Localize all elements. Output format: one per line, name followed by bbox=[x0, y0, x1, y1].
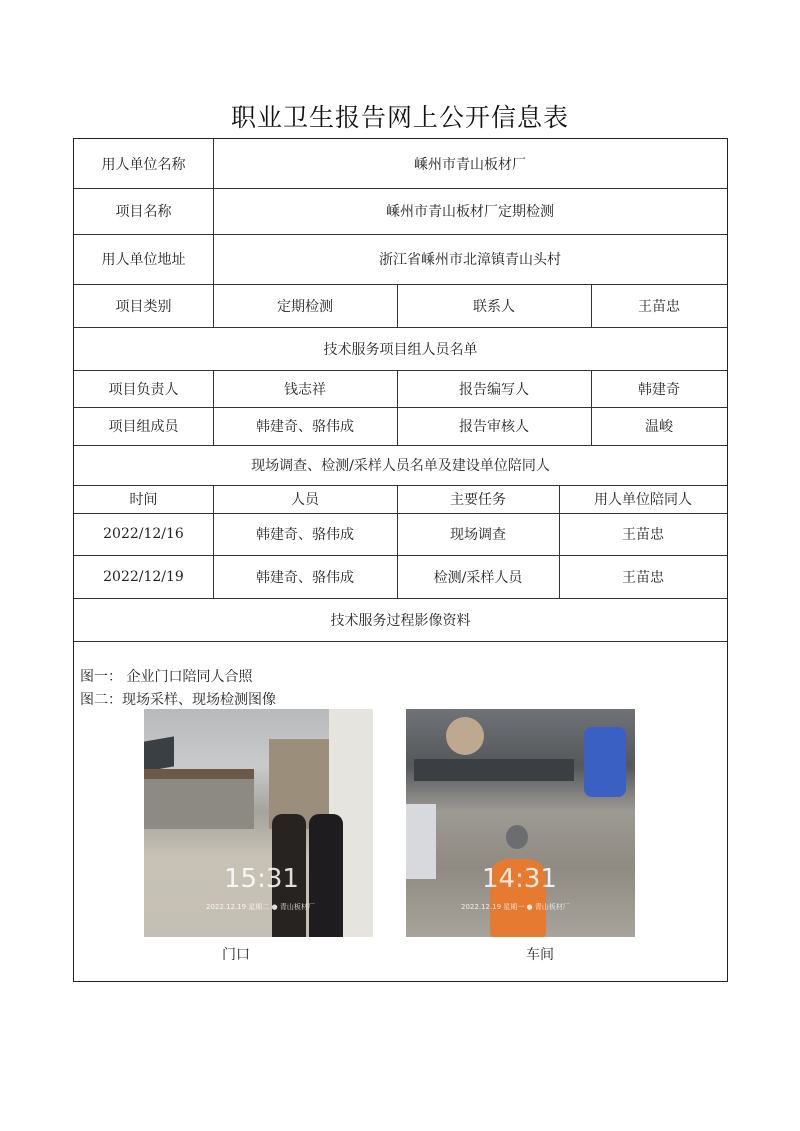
reviewer-label: 报告审核人 bbox=[459, 419, 529, 435]
project-name-value: 嵊州市青山板材厂定期检测 bbox=[386, 204, 554, 220]
table-cell-escort: 王苗忠 bbox=[622, 527, 664, 543]
table-cell-staff: 韩建奇、骆伟成 bbox=[256, 527, 354, 543]
contact-label: 联系人 bbox=[473, 298, 515, 315]
photo-worker-shape bbox=[584, 727, 626, 797]
photo-time: 14:31 bbox=[482, 864, 557, 894]
writer-label: 报告编写人 bbox=[459, 381, 529, 398]
photo-stamp: 2022.12.19 星期一 ● 青山板材厂 bbox=[461, 903, 570, 911]
project-type-label: 项目类别 bbox=[115, 298, 172, 315]
column-header-time: 时间 bbox=[129, 492, 158, 508]
table-cell-staff: 韩建奇、骆伟成 bbox=[256, 569, 354, 586]
column-header-task: 主要任务 bbox=[450, 492, 506, 508]
writer-value: 韩建奇 bbox=[638, 381, 680, 398]
workshop-caption: 车间 bbox=[526, 947, 554, 963]
leader-value: 钱志祥 bbox=[284, 381, 326, 398]
photo-saw-shape bbox=[446, 717, 484, 755]
photo-person-shape bbox=[309, 814, 343, 937]
reviewer-value: 温峻 bbox=[645, 419, 673, 435]
table-cell-task: 现场调查 bbox=[450, 527, 506, 543]
media-heading: 技术服务过程影像资料 bbox=[330, 612, 471, 629]
column-header-escort: 用人单位陪同人 bbox=[594, 492, 692, 508]
table-cell-task: 检测/采样人员 bbox=[433, 569, 523, 586]
photo-stamp: 2022.12.19 星期二 ● 青山板材厂 bbox=[206, 903, 315, 911]
column-header-staff: 人员 bbox=[291, 492, 319, 508]
photo-beam-shape bbox=[144, 769, 254, 779]
contact-value: 王苗忠 bbox=[638, 298, 680, 315]
photo-stone-shape bbox=[406, 804, 436, 879]
table-cell-escort: 王苗忠 bbox=[622, 569, 664, 586]
leader-label: 项目负责人 bbox=[108, 381, 179, 398]
table-cell-date: 2022/12/16 bbox=[103, 526, 184, 542]
info-table bbox=[73, 138, 728, 982]
employer-address-label: 用人单位地址 bbox=[101, 252, 186, 268]
figure2-caption: 图二：现场采样、现场检测图像 bbox=[80, 692, 276, 708]
figure1-caption: 图一： 企业门口陪同人合照 bbox=[80, 669, 253, 685]
photo-shed-shape bbox=[144, 779, 254, 829]
project-type-value: 定期检测 bbox=[277, 298, 333, 315]
field-heading: 现场调查、检测/采样人员名单及建设单位陪同人 bbox=[251, 458, 550, 474]
gate-photo bbox=[144, 709, 373, 937]
team-heading: 技术服务项目组人员名单 bbox=[323, 341, 478, 358]
photo-roof-shape bbox=[144, 736, 174, 771]
project-name-label: 项目名称 bbox=[115, 204, 172, 220]
employer-name-value: 嵊州市青山板材厂 bbox=[414, 156, 526, 173]
page-title: 职业卫生报告网上公开信息表 bbox=[230, 103, 569, 132]
photo-slab-shape bbox=[414, 759, 574, 781]
employer-address-value: 浙江省嵊州市北漳镇青山头村 bbox=[379, 252, 561, 268]
table-cell-date: 2022/12/19 bbox=[103, 568, 184, 585]
members-value: 韩建奇、骆伟成 bbox=[256, 419, 354, 435]
photo-time: 15:31 bbox=[224, 864, 299, 894]
gate-caption: 门口 bbox=[222, 947, 250, 963]
employer-name-label: 用人单位名称 bbox=[101, 156, 186, 173]
workshop-photo bbox=[406, 709, 635, 937]
photo-mic-shape bbox=[506, 825, 528, 849]
members-label: 项目组成员 bbox=[108, 419, 179, 435]
divider bbox=[74, 641, 727, 642]
